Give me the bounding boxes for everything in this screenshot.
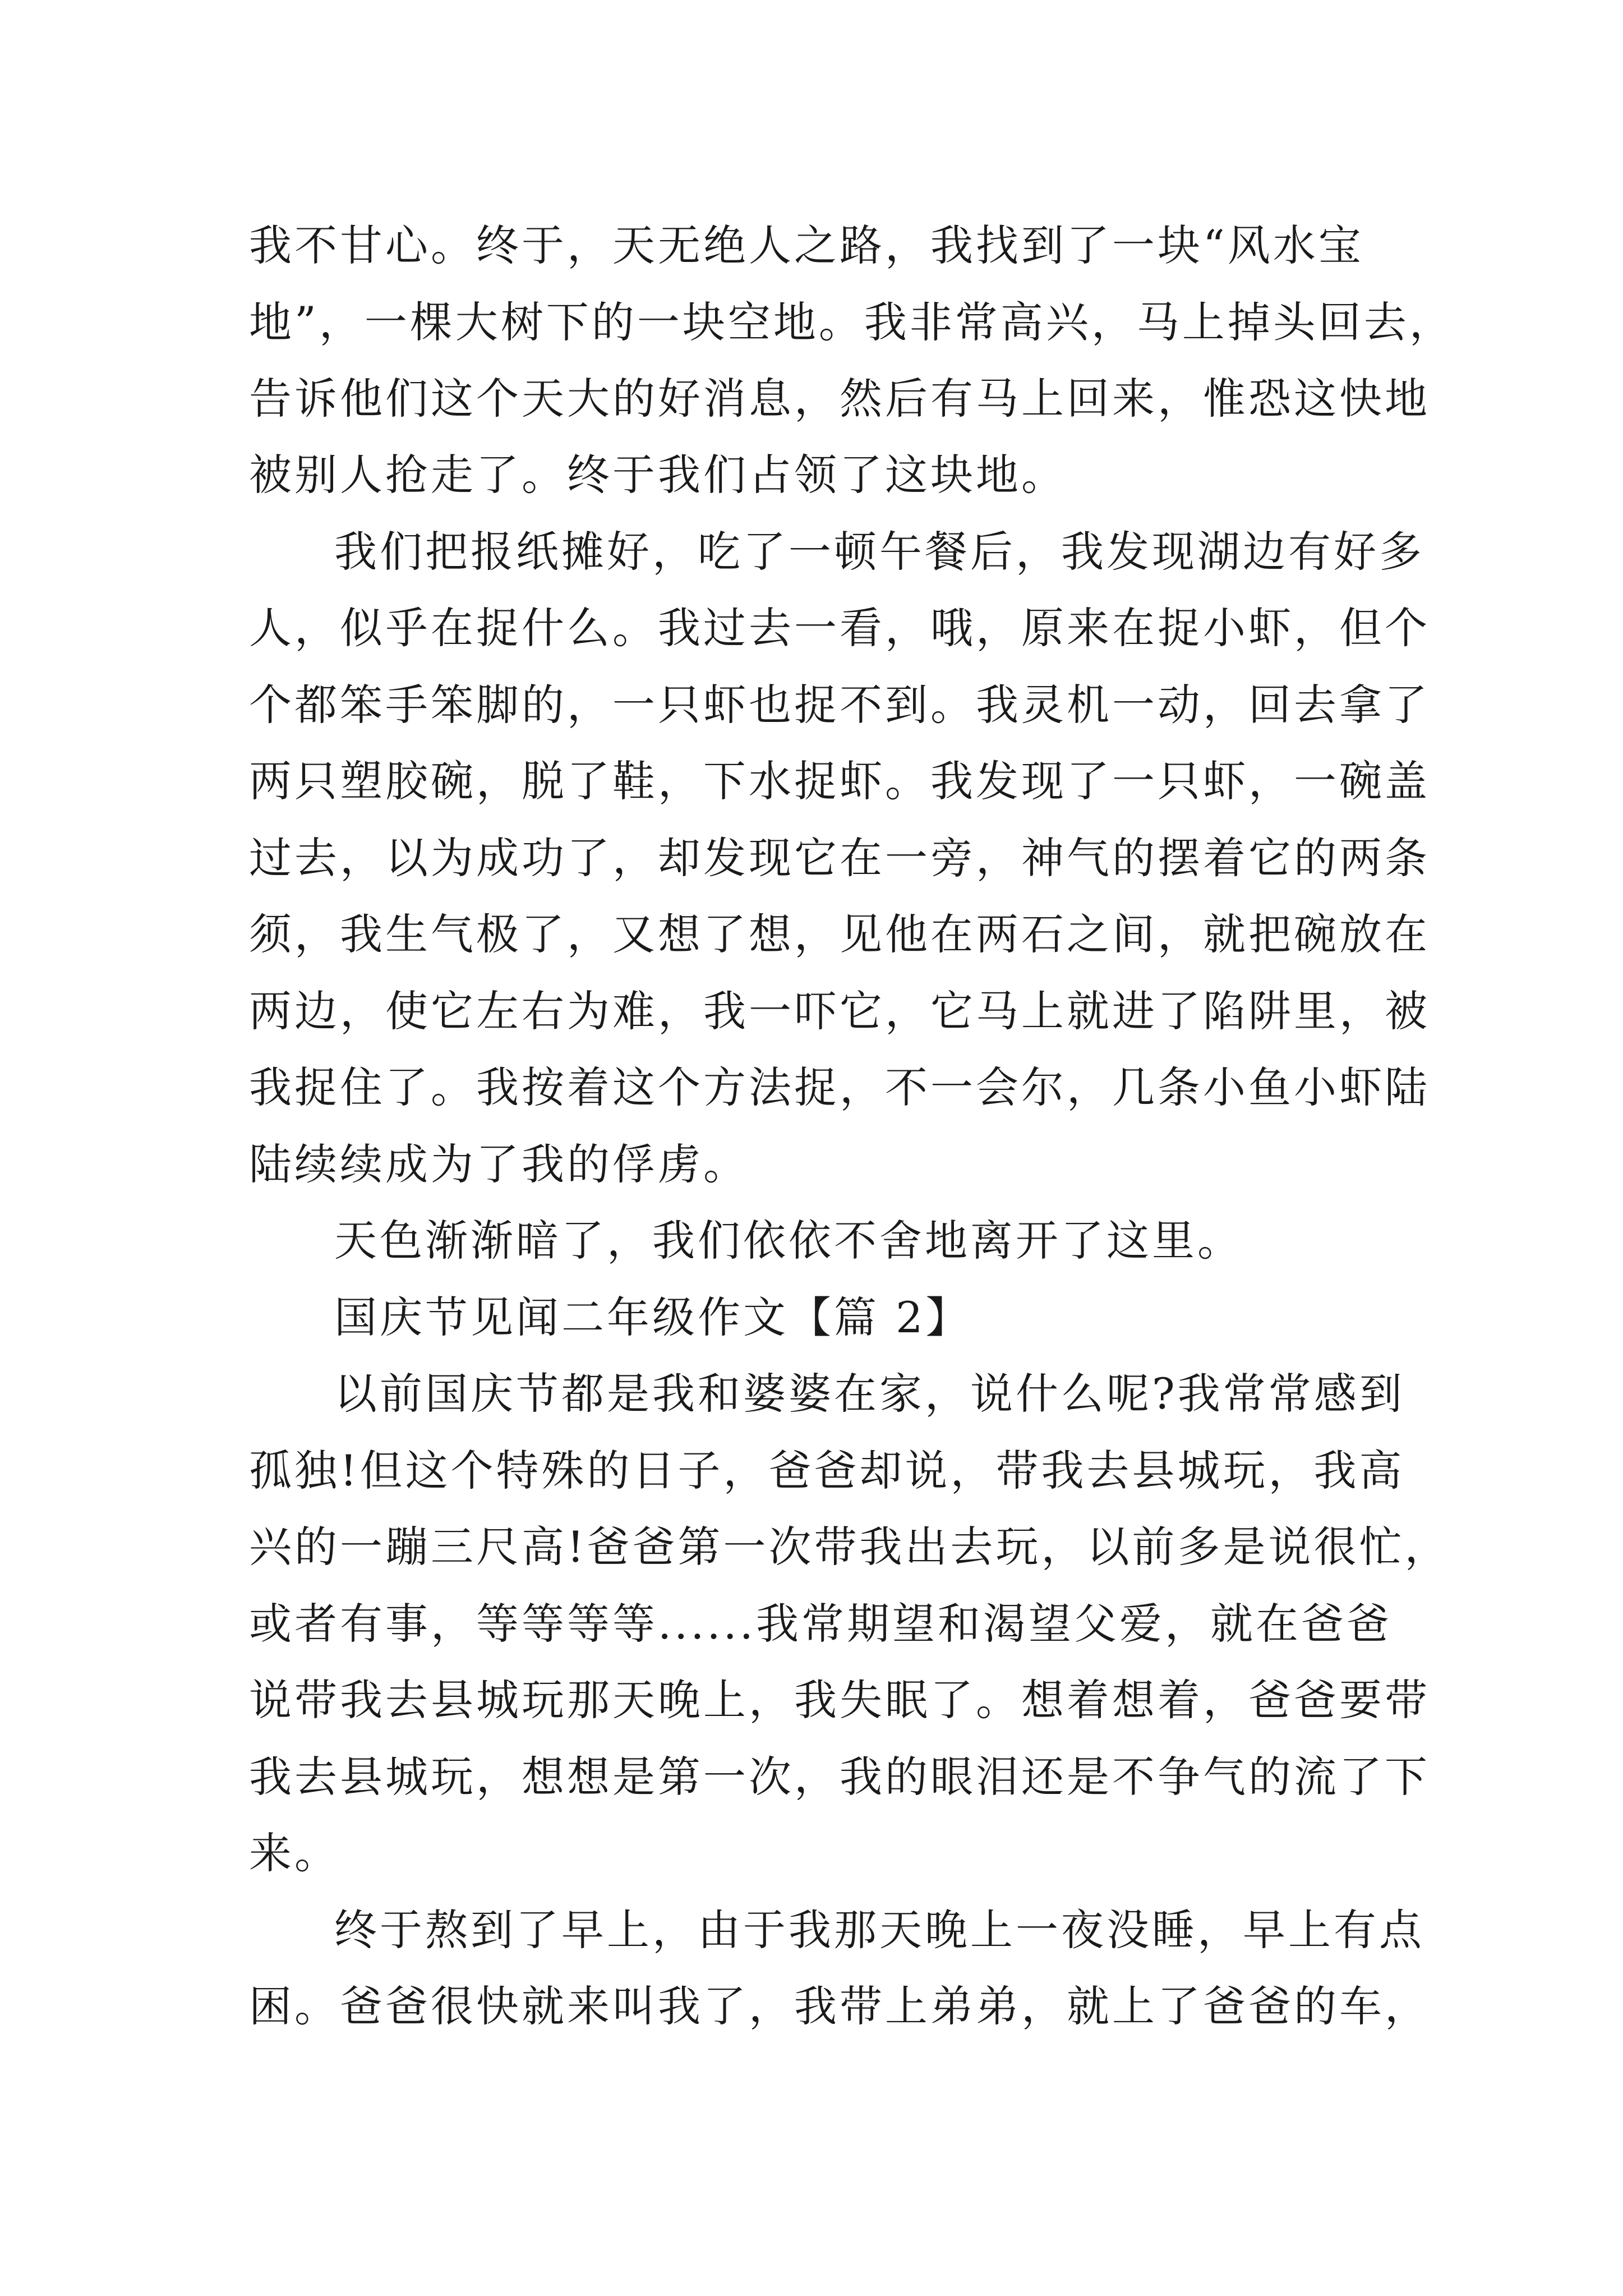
text-line-7: 个都笨手笨脚的，一只虾也捉不到。我灵机一动，回去拿了	[249, 680, 1430, 730]
text-line-19: 或者有事，等等等等......我常期望和渴望父爱，就在爸爸	[249, 1599, 1392, 1649]
text-line-16: 以前国庆节都是我和婆婆在家，说什么呢?我常常感到	[334, 1369, 1405, 1419]
text-line-21: 我去县城玩，想想是第一次，我的眼泪还是不争气的流了下	[249, 1752, 1430, 1802]
text-line-22: 来。	[249, 1828, 340, 1878]
section-heading: 国庆节见闻二年级作文【篇 2】	[334, 1292, 971, 1342]
text-line-4: 被别人抢走了。终于我们占领了这块地。	[249, 450, 1067, 500]
text-line-11: 两边，使它左右为难，我一吓它，它马上就进了陷阱里，被	[249, 986, 1430, 1036]
text-line-5: 我们把报纸摊好，吃了一顿午餐后，我发现湖边有好多	[334, 527, 1424, 577]
text-line-10: 须，我生气极了，又想了想，见他在两石之间，就把碗放在	[249, 909, 1430, 959]
text-line-6: 人，似乎在捉什么。我过去一看，哦，原来在捉小虾，但个	[249, 603, 1430, 653]
text-line-14: 天色渐渐暗了，我们依依不舍地离开了这里。	[334, 1216, 1243, 1266]
text-line-9: 过去，以为成功了，却发现它在一旁，神气的摆着它的两条	[249, 833, 1430, 883]
text-line-20: 说带我去县城玩那天晚上，我失眠了。想着想着，爸爸要带	[249, 1675, 1430, 1725]
text-line-12: 我捉住了。我按着这个方法捉，不一会尔，几条小鱼小虾陆	[249, 1062, 1430, 1112]
text-line-18: 兴的一蹦三尺高!爸爸第一次带我出去玩，以前多是说很忙，	[249, 1522, 1450, 1572]
text-line-23: 终于熬到了早上，由于我那天晚上一夜没睡，早上有点	[334, 1905, 1424, 1955]
text-line-13: 陆续续成为了我的俘虏。	[249, 1139, 749, 1189]
text-line-2: 地”，一棵大树下的一块空地。我非常高兴，马上掉头回去，	[249, 297, 1455, 347]
text-line-24: 困。爸爸很快就来叫我了，我带上弟弟，就上了爸爸的车，	[249, 1981, 1430, 2031]
text-line-8: 两只塑胶碗，脱了鞋，下水捉虾。我发现了一只虾，一碗盖	[249, 756, 1430, 806]
text-line-3: 告诉他们这个天大的好消息，然后有马上回来，惟恐这快地	[249, 374, 1430, 424]
text-line-1: 我不甘心。终于，天无绝人之路，我找到了一块“风水宝	[249, 220, 1364, 270]
text-line-17: 孤独!但这个特殊的日子，爸爸却说，带我去县城玩，我高	[249, 1446, 1405, 1496]
